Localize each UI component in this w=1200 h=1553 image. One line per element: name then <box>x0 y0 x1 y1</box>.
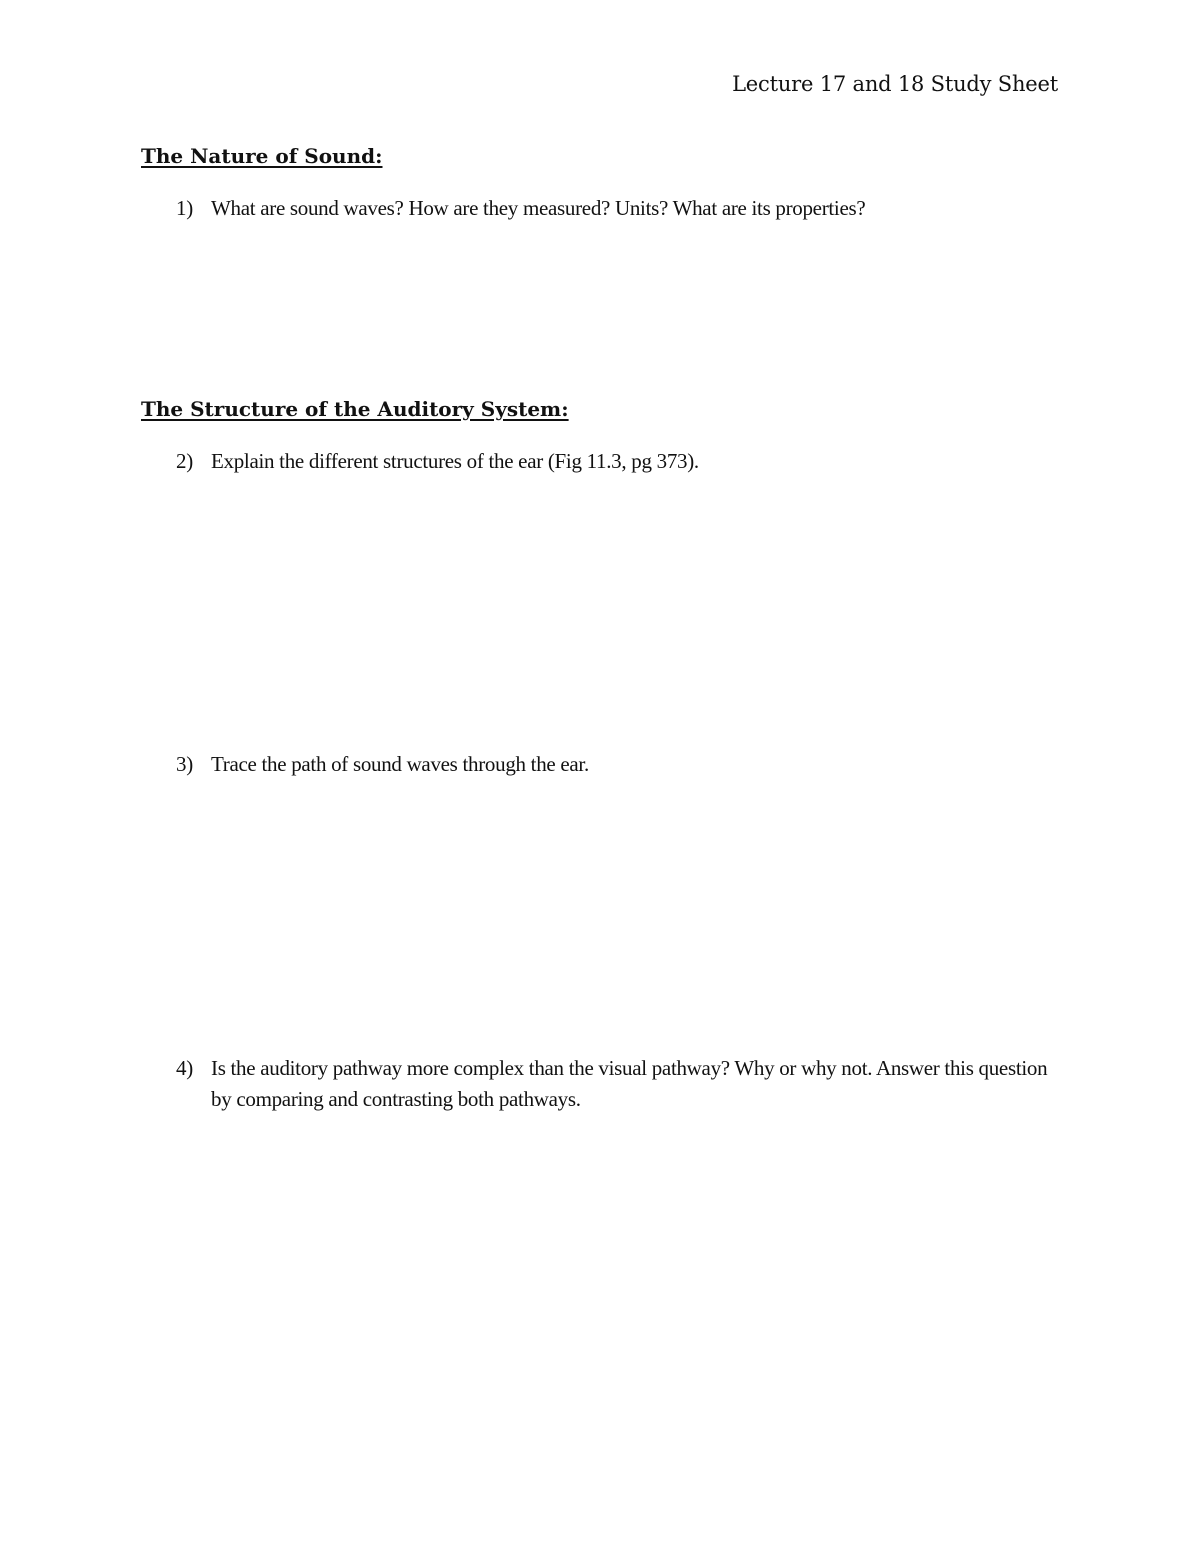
question-text: What are sound waves? How are they measured? Units? What are its properties? <box>211 196 866 220</box>
question-number: 4) <box>176 1056 193 1080</box>
question-4 <box>176 1053 1076 1115</box>
section-heading-nature-of-sound: The Nature of Sound: <box>141 144 383 168</box>
question-text: Is the auditory pathway more complex than the visual pathway? Why or why not. Answer this question by comparing and contrasting both pathways. <box>211 1056 1048 1111</box>
question-number: 2) <box>176 449 193 473</box>
question-number: 1) <box>176 196 193 220</box>
section-heading-auditory-system: The Structure of the Auditory System: <box>141 397 569 421</box>
question-2 <box>176 446 1076 477</box>
question-number: 3) <box>176 752 193 776</box>
question-text: Trace the path of sound waves through the ear. <box>211 752 589 776</box>
question-3 <box>176 749 1076 780</box>
question-1 <box>176 193 1076 224</box>
page-header-title: Lecture 17 and 18 Study Sheet <box>732 72 1058 96</box>
question-text: Explain the different structures of the ear (Fig 11.3, pg 373). <box>211 449 699 473</box>
